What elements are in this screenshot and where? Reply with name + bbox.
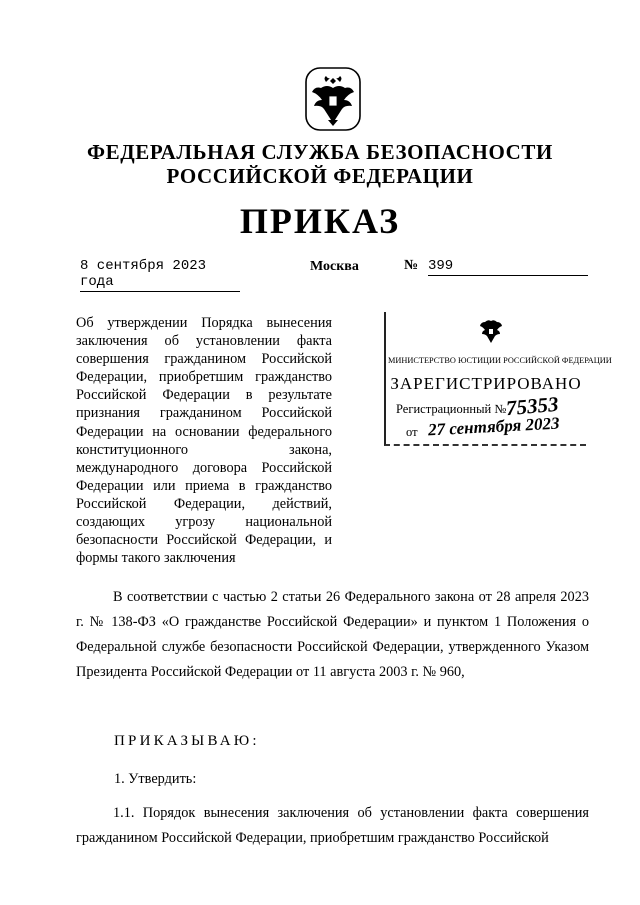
stamp-registered: ЗАРЕГИСТРИРОВАНО [390, 374, 582, 393]
stamp-emblem-icon [478, 318, 504, 348]
coat-of-arms-icon [304, 66, 362, 132]
preamble-paragraph: В соответствии с частью 2 статьи 26 Федерального закона от 28 апреля 2023 г. № 138-ФЗ «О гражданстве Российской Федерации» и пунктом 1 Положения о Федеральной службе безопасности Российской Федерации, утвержденного Указом Президента Российской Федерации от 11 августа 2003 г. № 960, [76, 589, 589, 680]
document-type: ПРИКАЗ [239, 201, 401, 241]
order-city: Москва [310, 259, 359, 274]
registration-stamp [384, 312, 612, 446]
stamp-from-label: от [406, 425, 418, 439]
stamp-reg-number-label: Регистрационный № [396, 402, 507, 416]
order-number-label: № [404, 258, 419, 273]
item-1: 1. Утвердить: [114, 771, 197, 787]
stamp-from-date: 27 сентября 2023 [427, 413, 560, 440]
order-date: 8 сентября 2023 года [80, 258, 240, 292]
document-title: Об утверждении Порядка вынесения заключения об установлении факта совершения гражданином Российской Федерации, приобретшим гражданство Российской Федерации в результате признания гражданином Российской Федерации на основании федерального конституционного закона, международного договора Российской Федерации или приема в гражданство Российской Федерации, действий, создающих угрозу национальной безопасности Российской Федерации, и формы такого заключения [76, 315, 332, 567]
agency-name-line1: ФЕДЕРАЛЬНАЯ СЛУЖБА БЕЗОПАСНОСТИ [87, 140, 553, 164]
stamp-ministry: МИНИСТЕРСТВО ЮСТИЦИИ РОССИЙСКОЙ ФЕДЕРАЦИИ [388, 356, 612, 365]
stamp-reg-number: 75353 [505, 391, 560, 421]
item-1-1: 1.1. Порядок вынесения заключения об установлении факта совершения гражданином Российской Федерации, приобретшим гражданство Российской [76, 805, 589, 846]
order-number: 399 [428, 258, 588, 276]
order-directive: ПРИКАЗЫВАЮ: [114, 733, 260, 749]
agency-name-line2: РОССИЙСКОЙ ФЕДЕРАЦИИ [166, 164, 474, 188]
